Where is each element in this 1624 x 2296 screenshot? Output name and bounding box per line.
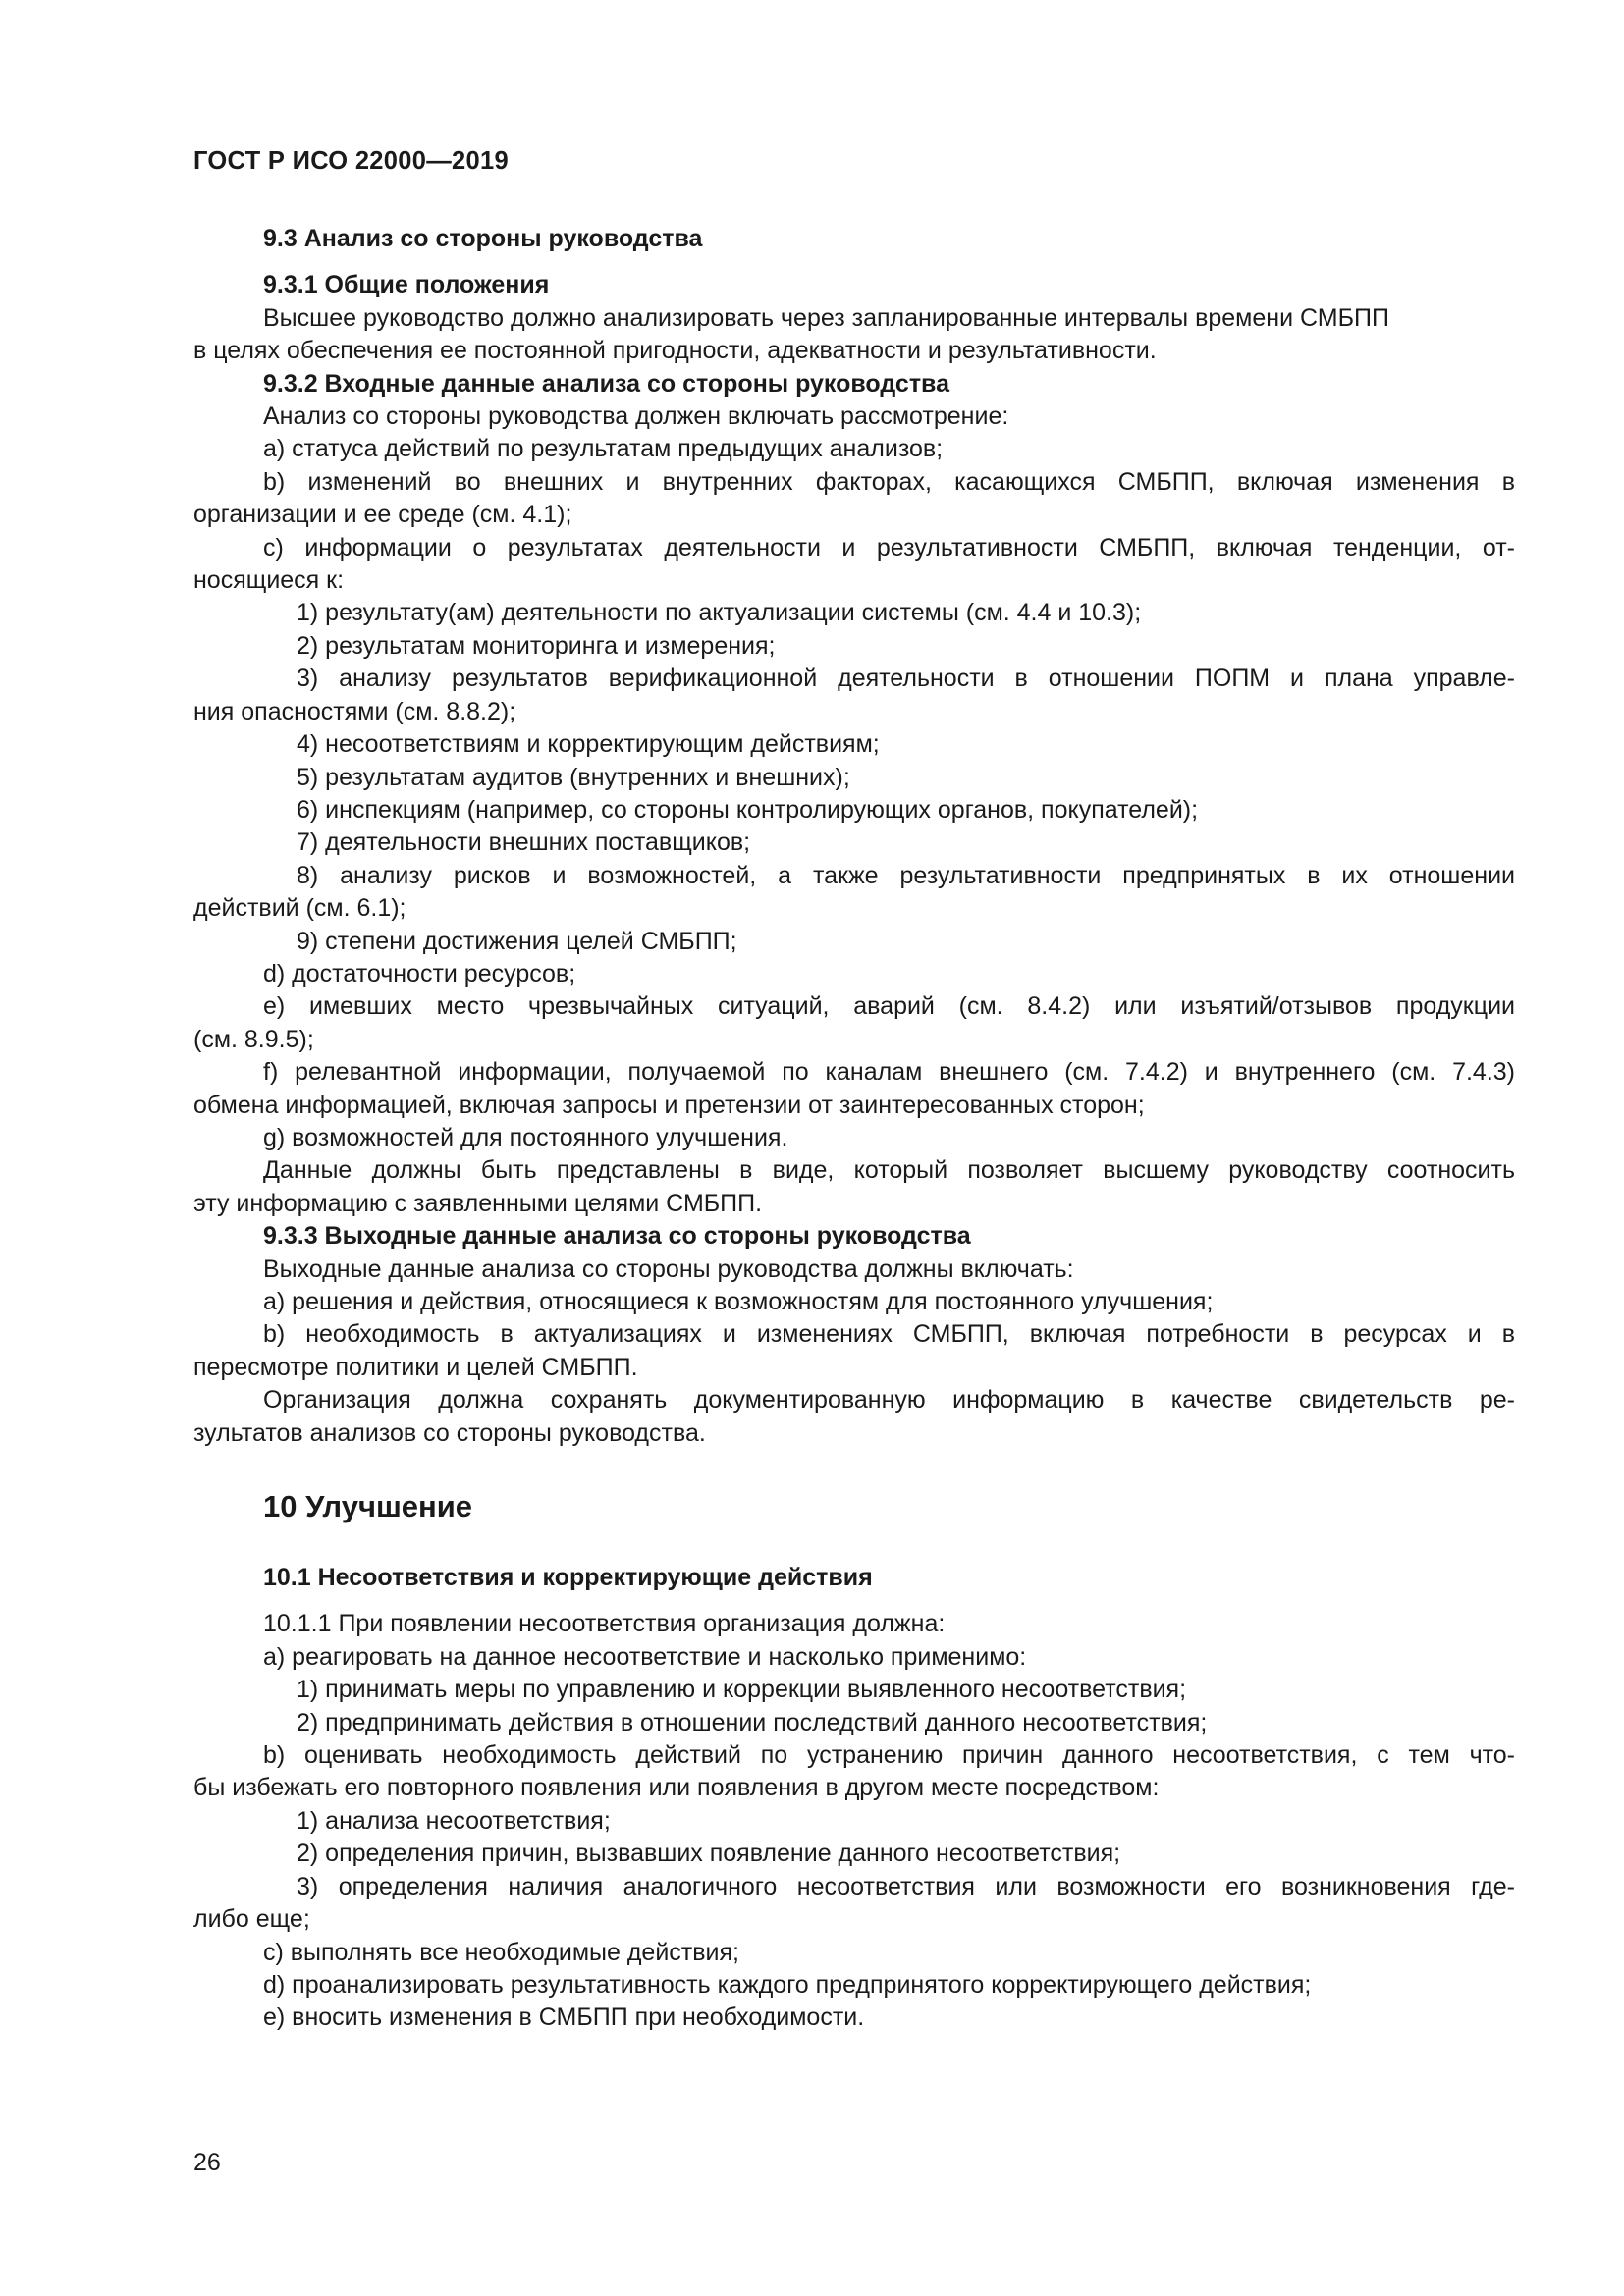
list-item-e: e) вносить изменения в СМБПП при необходимости.: [263, 2003, 865, 2032]
paragraph-line: Данные должны быть представлены в виде, который позволяет высшему руководству соотносить: [263, 1156, 1515, 1185]
list-item-f-cont: обмена информацией, включая запросы и претензии от заинтересованных сторон;: [193, 1091, 1145, 1119]
paragraph-line: Выходные данные анализа со стороны руководства должны включать:: [263, 1255, 1074, 1283]
list-item-b-3: 3) определения наличия аналогичного несоответствия или возможности его возникновения где-: [297, 1872, 1515, 1900]
list-item-a-1: 1) принимать меры по управлению и коррекции выявленного несоответствия;: [297, 1676, 1187, 1704]
paragraph-line: Организация должна сохранять документированную информацию в качестве свидетельств ре-: [263, 1386, 1515, 1415]
paragraph-line: зультатов анализов со стороны руководства.: [193, 1418, 706, 1447]
paragraph-line: эту информацию с заявленными целями СМБПП.: [193, 1189, 763, 1217]
list-item-a: a) реагировать на данное несоответствие и насколько применимо:: [263, 1642, 1027, 1671]
list-item-c-3: 3) анализу результатов верификационной деятельности в отношении ПОПМ и плана управле-: [297, 665, 1515, 693]
subsection-heading-10-1: 10.1 Несоответствия и корректирующие действия: [263, 1564, 873, 1592]
list-item-c-cont: носящиеся к:: [193, 566, 345, 595]
subsection-heading-9-3-3: 9.3.3 Выходные данные анализа со стороны руководства: [263, 1222, 971, 1251]
list-item-c: c) выполнять все необходимые действия;: [263, 1938, 739, 1966]
list-item-c: c) информации о результатах деятельности и результативности СМБПП, включая тенденции, от-: [263, 533, 1515, 561]
paragraph-line: Анализ со стороны руководства должен включать рассмотрение:: [263, 402, 1009, 431]
list-item-b-cont: бы избежать его повторного появления или появления в другом месте посредством:: [193, 1774, 1160, 1802]
paragraph-line: в целях обеспечения ее постоянной пригодности, адекватности и результативности.: [193, 337, 1157, 365]
list-item-b-cont: пересмотре политики и целей СМБПП.: [193, 1353, 638, 1381]
list-item-b: b) изменений во внешних и внутренних факторах, касающихся СМБПП, включая изменения в: [263, 467, 1515, 496]
list-item-b: b) необходимость в актуализациях и изменениях СМБПП, включая потребности в ресурсах и в: [263, 1320, 1515, 1349]
list-item-a: a) решения и действия, относящиеся к возможностям для постоянного улучшения;: [263, 1288, 1214, 1315]
page-body: [193, 223, 1515, 2035]
list-item-c-8-cont: действий (см. 6.1);: [193, 894, 406, 923]
list-item-b-1: 1) анализа несоответствия;: [297, 1806, 611, 1835]
list-item-c-1: 1) результату(ам) деятельности по актуализации системы (см. 4.4 и 10.3);: [297, 599, 1142, 627]
list-item-b-2: 2) определения причин, вызвавших появление данного несоответствия;: [297, 1840, 1121, 1868]
list-item-c-8: 8) анализу рисков и возможностей, а также результативности предпринятых в их отношении: [297, 861, 1515, 889]
list-item-c-7: 7) деятельности внешних поставщиков;: [297, 828, 751, 857]
list-item-c-3-cont: ния опасностями (см. 8.8.2);: [193, 697, 516, 725]
list-item-c-2: 2) результатам мониторинга и измерения;: [297, 631, 776, 660]
list-item-f: f) релевантной информации, получаемой по каналам внешнего (см. 7.4.2) и внутреннего (см. 7.4.3): [263, 1058, 1515, 1087]
list-item-c-6: 6) инспекциям (например, со стороны контролирующих органов, покупателей);: [297, 795, 1199, 824]
list-item-a: a) статуса действий по результатам предыдущих анализов;: [263, 435, 944, 463]
page-number: 26: [193, 2149, 221, 2176]
list-item-e: e) имевших место чрезвычайных ситуаций, аварий (см. 8.4.2) или изъятий/отзывов продукции: [263, 992, 1515, 1021]
list-item-b: b) оценивать необходимость действий по устранению причин данного несоответствия, с тем что-: [263, 1741, 1515, 1770]
list-item-c-9: 9) степени достижения целей СМБПП;: [297, 927, 737, 955]
paragraph-line: Высшее руководство должно анализировать через запланированные интервалы времени СМБПП: [263, 303, 1389, 332]
section-heading-9-3: 9.3 Анализ со стороны руководства: [263, 225, 703, 252]
subsection-heading-9-3-1: 9.3.1 Общие положения: [263, 271, 550, 299]
list-item-b-cont: организации и ее среде (см. 4.1);: [193, 501, 572, 529]
list-item-g: g) возможностей для постоянного улучшения.: [263, 1123, 788, 1151]
list-item-e-cont: (см. 8.9.5);: [193, 1025, 314, 1053]
list-item-d: d) достаточности ресурсов;: [263, 959, 576, 988]
section-heading-10: 10 Улучшение: [263, 1489, 473, 1524]
list-item-c-4: 4) несоответствиям и корректирующим действиям;: [297, 730, 880, 759]
list-item-c-5: 5) результатам аудитов (внутренних и внешних);: [297, 763, 850, 791]
subsection-heading-9-3-2: 9.3.2 Входные данные анализа со стороны руководства: [263, 369, 949, 398]
document-code-header: ГОСТ Р ИСО 22000—2019: [193, 147, 509, 175]
paragraph-line: 10.1.1 При появлении несоответствия организация должна:: [263, 1610, 946, 1638]
list-item-a-2: 2) предпринимать действия в отношении последствий данного несоответствия;: [297, 1708, 1208, 1736]
list-item-b-3-cont: либо еще;: [193, 1905, 310, 1934]
list-item-d: d) проанализировать результативность каждого предпринятого корректирующего действия;: [263, 1970, 1312, 1999]
